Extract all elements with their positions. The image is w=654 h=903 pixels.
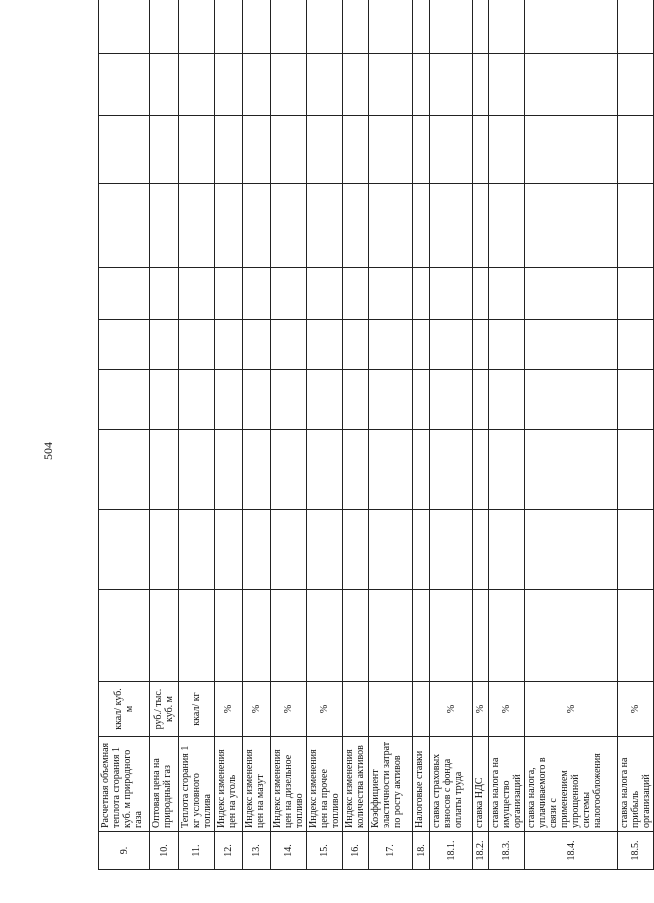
empty-value-cell: [215, 0, 243, 54]
rotated-table-wrapper: [98, 34, 652, 870]
empty-value-cell: [369, 0, 413, 54]
empty-value-cell: [179, 370, 215, 430]
empty-value-cell: [243, 0, 271, 54]
empty-value-cell: [343, 320, 369, 370]
unit-cell: руб./ тыс. куб. м: [150, 682, 179, 737]
empty-value-cell: [243, 590, 271, 682]
empty-value-cell: [369, 320, 413, 370]
parameter-name-cell: Налоговые ставки: [413, 737, 430, 832]
row-number-cell: 10.: [150, 832, 179, 870]
empty-value-cell: [271, 54, 307, 116]
empty-value-cell: [525, 54, 618, 116]
empty-value-cell: [489, 510, 525, 590]
empty-value-cell: [271, 116, 307, 184]
empty-value-cell: [473, 430, 489, 510]
empty-value-cell: [489, 590, 525, 682]
empty-value-cell: [99, 590, 150, 682]
empty-value-cell: [489, 116, 525, 184]
empty-value-cell: [413, 268, 430, 320]
empty-value-cell: [215, 430, 243, 510]
empty-value-cell: [307, 0, 343, 54]
table-row: [179, 0, 215, 870]
table-row: [430, 0, 473, 870]
empty-value-cell: [150, 0, 179, 54]
empty-value-cell: [618, 590, 654, 682]
empty-value-cell: [179, 430, 215, 510]
empty-value-cell: [430, 370, 473, 430]
empty-value-cell: [150, 370, 179, 430]
empty-value-cell: [343, 268, 369, 320]
empty-value-cell: [369, 54, 413, 116]
empty-value-cell: [150, 54, 179, 116]
empty-value-cell: [430, 54, 473, 116]
empty-value-cell: [99, 0, 150, 54]
unit-cell: %: [215, 682, 243, 737]
empty-value-cell: [243, 54, 271, 116]
empty-value-cell: [413, 54, 430, 116]
empty-value-cell: [99, 430, 150, 510]
parameter-name-cell: ставка налога, уплачиваемого в связи с применением упрощенной системы налогообложения: [525, 737, 618, 832]
unit-cell: %: [271, 682, 307, 737]
empty-value-cell: [618, 116, 654, 184]
empty-value-cell: [99, 510, 150, 590]
unit-cell: %: [489, 682, 525, 737]
table-row: [215, 0, 243, 870]
empty-value-cell: [473, 184, 489, 268]
parameter-name-cell: ставка НДС: [473, 737, 489, 832]
empty-value-cell: [525, 590, 618, 682]
row-number-cell: 15.: [307, 832, 343, 870]
empty-value-cell: [150, 184, 179, 268]
empty-value-cell: [369, 370, 413, 430]
empty-value-cell: [430, 184, 473, 268]
parameter-name-cell: Коэффициент эластичности затрат по росту активов: [369, 737, 413, 832]
table-row: [473, 0, 489, 870]
unit-cell: %: [525, 682, 618, 737]
parameter-name-cell: Индекс изменения цен на мазут: [243, 737, 271, 832]
empty-value-cell: [618, 510, 654, 590]
table-row: [99, 0, 150, 870]
table-row: [307, 0, 343, 870]
empty-value-cell: [150, 268, 179, 320]
empty-value-cell: [525, 370, 618, 430]
empty-value-cell: [215, 370, 243, 430]
empty-value-cell: [179, 184, 215, 268]
empty-value-cell: [243, 510, 271, 590]
empty-value-cell: [307, 184, 343, 268]
parameter-name-cell: Теплота сгорания 1 кг условного топлива: [179, 737, 215, 832]
page-number: 504: [41, 442, 55, 460]
empty-value-cell: [243, 116, 271, 184]
empty-value-cell: [618, 268, 654, 320]
table-row: [618, 0, 654, 870]
row-number-cell: 18.5.: [618, 832, 654, 870]
empty-value-cell: [489, 184, 525, 268]
empty-value-cell: [215, 320, 243, 370]
empty-value-cell: [343, 184, 369, 268]
empty-value-cell: [618, 430, 654, 510]
empty-value-cell: [413, 590, 430, 682]
empty-value-cell: [489, 370, 525, 430]
empty-value-cell: [343, 54, 369, 116]
empty-value-cell: [179, 268, 215, 320]
empty-value-cell: [369, 430, 413, 510]
table-row: [525, 0, 618, 870]
empty-value-cell: [343, 590, 369, 682]
empty-value-cell: [618, 320, 654, 370]
empty-value-cell: [215, 116, 243, 184]
empty-value-cell: [99, 320, 150, 370]
empty-value-cell: [215, 510, 243, 590]
row-number-cell: 12.: [215, 832, 243, 870]
empty-value-cell: [179, 590, 215, 682]
empty-value-cell: [271, 430, 307, 510]
unit-cell: ккал/ кг: [179, 682, 215, 737]
empty-value-cell: [179, 320, 215, 370]
empty-value-cell: [618, 0, 654, 54]
empty-value-cell: [271, 268, 307, 320]
empty-value-cell: [271, 184, 307, 268]
empty-value-cell: [150, 510, 179, 590]
table-row: [343, 0, 369, 870]
empty-value-cell: [525, 184, 618, 268]
empty-value-cell: [618, 370, 654, 430]
row-number-cell: 18.3.: [489, 832, 525, 870]
empty-value-cell: [430, 320, 473, 370]
row-number-cell: 18.1.: [430, 832, 473, 870]
parameter-name-cell: Индекс изменения цен на уголь: [215, 737, 243, 832]
empty-value-cell: [271, 370, 307, 430]
empty-value-cell: [271, 590, 307, 682]
empty-value-cell: [243, 430, 271, 510]
empty-value-cell: [307, 430, 343, 510]
row-number-cell: 9.: [99, 832, 150, 870]
empty-value-cell: [369, 116, 413, 184]
empty-value-cell: [99, 54, 150, 116]
empty-value-cell: [179, 116, 215, 184]
empty-value-cell: [430, 268, 473, 320]
empty-value-cell: [473, 590, 489, 682]
empty-value-cell: [150, 116, 179, 184]
row-number-cell: 17.: [369, 832, 413, 870]
parameter-name-cell: Индекс изменения цен на прочее топливо: [307, 737, 343, 832]
parameter-name-cell: ставка налога на имущество организаций: [489, 737, 525, 832]
table-row: [271, 0, 307, 870]
parameter-name-cell: ставка страховых взносов с фонда оплаты труда: [430, 737, 473, 832]
empty-value-cell: [243, 320, 271, 370]
empty-value-cell: [307, 590, 343, 682]
row-number-cell: 18.2.: [473, 832, 489, 870]
table-row: [369, 0, 413, 870]
empty-value-cell: [307, 320, 343, 370]
empty-value-cell: [271, 320, 307, 370]
table-row: [150, 0, 179, 870]
row-number-cell: 18.: [413, 832, 430, 870]
empty-value-cell: [473, 0, 489, 54]
table-row: [413, 0, 430, 870]
empty-value-cell: [489, 320, 525, 370]
empty-value-cell: [413, 510, 430, 590]
empty-value-cell: [307, 116, 343, 184]
empty-value-cell: [150, 590, 179, 682]
unit-cell: [369, 682, 413, 737]
empty-value-cell: [413, 116, 430, 184]
empty-value-cell: [413, 0, 430, 54]
empty-value-cell: [489, 268, 525, 320]
empty-value-cell: [473, 54, 489, 116]
empty-value-cell: [243, 184, 271, 268]
unit-cell: %: [473, 682, 489, 737]
empty-value-cell: [525, 320, 618, 370]
parameter-name-cell: Индекс изменения количества активов: [343, 737, 369, 832]
empty-value-cell: [271, 510, 307, 590]
empty-value-cell: [369, 510, 413, 590]
empty-value-cell: [413, 370, 430, 430]
empty-value-cell: [430, 510, 473, 590]
empty-value-cell: [413, 430, 430, 510]
empty-value-cell: [243, 370, 271, 430]
unit-cell: %: [430, 682, 473, 737]
empty-value-cell: [473, 116, 489, 184]
empty-value-cell: [343, 430, 369, 510]
empty-value-cell: [489, 54, 525, 116]
unit-cell: [413, 682, 430, 737]
empty-value-cell: [179, 510, 215, 590]
empty-value-cell: [473, 510, 489, 590]
parameter-name-cell: Индекс изменения цен на дизельное топливо: [271, 737, 307, 832]
row-number-cell: 11.: [179, 832, 215, 870]
empty-value-cell: [179, 54, 215, 116]
empty-value-cell: [179, 0, 215, 54]
empty-value-cell: [525, 0, 618, 54]
parameter-name-cell: ставка налога на прибыль организаций: [618, 737, 654, 832]
empty-value-cell: [215, 590, 243, 682]
empty-value-cell: [99, 268, 150, 320]
empty-value-cell: [271, 0, 307, 54]
empty-value-cell: [150, 430, 179, 510]
empty-value-cell: [413, 320, 430, 370]
row-number-cell: 13.: [243, 832, 271, 870]
empty-value-cell: [489, 430, 525, 510]
empty-value-cell: [369, 590, 413, 682]
empty-value-cell: [343, 510, 369, 590]
empty-value-cell: [473, 320, 489, 370]
empty-value-cell: [99, 184, 150, 268]
empty-value-cell: [243, 268, 271, 320]
table-row: [489, 0, 525, 870]
empty-value-cell: [307, 370, 343, 430]
unit-cell: %: [307, 682, 343, 737]
empty-value-cell: [369, 184, 413, 268]
row-number-cell: 18.4.: [525, 832, 618, 870]
empty-value-cell: [430, 0, 473, 54]
empty-value-cell: [343, 116, 369, 184]
parameter-name-cell: Расчетная объемная теплота сгорания 1 куб. м природного газа: [99, 737, 150, 832]
empty-value-cell: [343, 0, 369, 54]
empty-value-cell: [473, 268, 489, 320]
empty-value-cell: [413, 184, 430, 268]
empty-value-cell: [307, 268, 343, 320]
empty-value-cell: [525, 268, 618, 320]
empty-value-cell: [369, 268, 413, 320]
row-number-cell: 16.: [343, 832, 369, 870]
empty-value-cell: [150, 320, 179, 370]
empty-value-cell: [307, 54, 343, 116]
unit-cell: %: [618, 682, 654, 737]
parameters-table: [98, 0, 654, 870]
empty-value-cell: [99, 370, 150, 430]
empty-value-cell: [473, 370, 489, 430]
empty-value-cell: [430, 116, 473, 184]
empty-value-cell: [489, 0, 525, 54]
empty-value-cell: [430, 590, 473, 682]
empty-value-cell: [525, 510, 618, 590]
empty-value-cell: [430, 430, 473, 510]
empty-value-cell: [525, 116, 618, 184]
empty-value-cell: [99, 116, 150, 184]
empty-value-cell: [215, 184, 243, 268]
empty-value-cell: [215, 268, 243, 320]
empty-value-cell: [618, 54, 654, 116]
unit-cell: ккал/ куб. м: [99, 682, 150, 737]
unit-cell: %: [243, 682, 271, 737]
table-row: [243, 0, 271, 870]
parameter-name-cell: Оптовая цена на природный газ: [150, 737, 179, 832]
empty-value-cell: [343, 370, 369, 430]
empty-value-cell: [525, 430, 618, 510]
empty-value-cell: [618, 184, 654, 268]
unit-cell: [343, 682, 369, 737]
empty-value-cell: [307, 510, 343, 590]
empty-value-cell: [215, 54, 243, 116]
row-number-cell: 14.: [271, 832, 307, 870]
